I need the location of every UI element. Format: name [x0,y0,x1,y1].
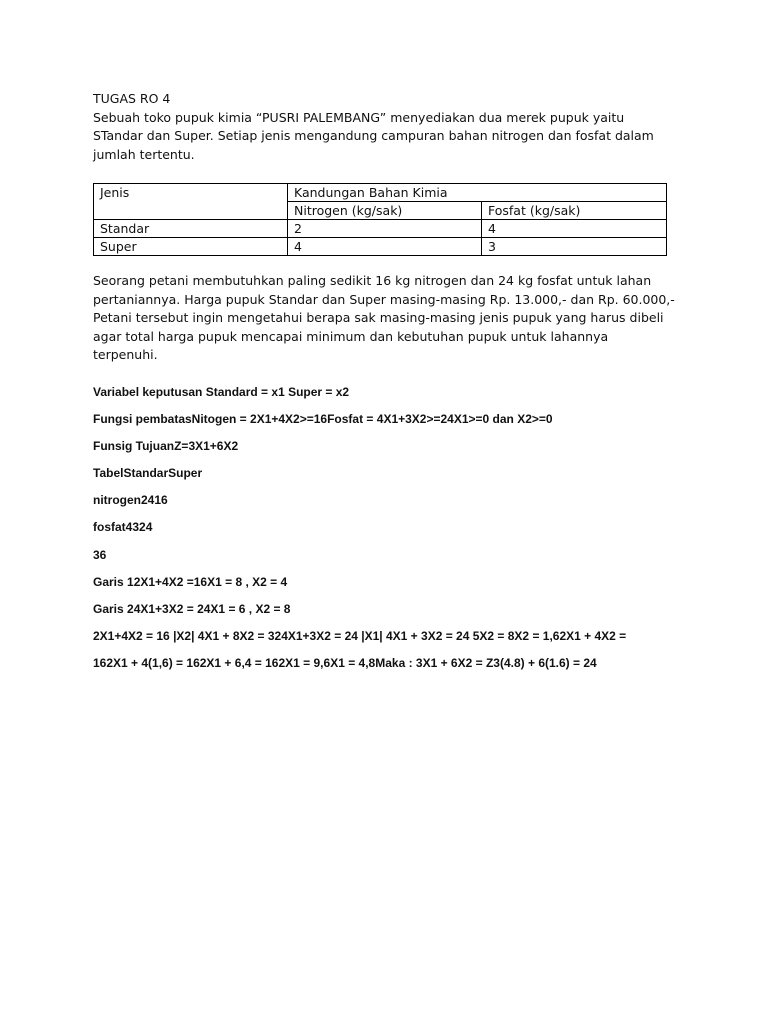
cell-nitrogen: 4 [288,238,482,256]
header-jenis: Jenis [94,184,288,220]
header-kandungan: Kandungan Bahan Kimia [288,184,667,202]
intro-line: Sebuah toko pupuk kimia “PUSRI PALEMBANG” menyediakan dua merek pupuk yaitu [93,109,625,125]
document-page [93,90,673,684]
solution-line: Fungsi pembatasNitogen = 2X1+4X2>=16Fosfat = 4X1+3X2>=24X1>=0 dan X2>=0 [93,411,553,426]
intro-line: STandar dan Super. Setiap jenis mengandung campuran bahan nitrogen dan fosfat dalam [93,128,654,143]
fertilizer-content-table [93,183,667,256]
solution-line: 36 [93,547,107,562]
solution-line: Garis 12X1+4X2 =16X1 = 8 , X2 = 4 [93,574,288,589]
solution-line: TabelStandarSuper [93,466,203,481]
problem-line: Seorang petani membutuhkan paling sedikit 16 kg nitrogen dan 24 kg fosfat untuk lahan [93,273,652,288]
problem-line: terpenuhi. [93,347,158,362]
problem-line: pertaniannya. Harga pupuk Standar dan Super masing-masing Rp. 13.000,- dan Rp. 60.000,- [93,291,675,307]
header-fosfat: Fosfat (kg/sak) [482,202,667,220]
cell-jenis: Super [94,238,288,256]
table-row [94,220,667,238]
table-row [94,238,667,256]
solution-line: 162X1 + 4(1,6) = 162X1 + 6,4 = 162X1 = 9,6X1 = 4,8Maka : 3X1 + 6X2 = Z3(4.8) + 6(1.6) = 24 [93,656,597,671]
intro-paragraph [93,109,673,165]
solution-line: Garis 24X1+3X2 = 24X1 = 6 , X2 = 8 [93,602,291,616]
solution-line: 2X1+4X2 = 16 |X2| 4X1 + 8X2 = 324X1+3X2 = 24 |X1| 4X1 + 3X2 = 24 5X2 = 8X2 = 1,62X1 + 4X2 = [93,629,627,644]
table-header-row [94,184,667,202]
document-title: TUGAS RO 4 [93,91,171,106]
solution-line: fosfat4324 [93,520,153,535]
header-nitrogen: Nitrogen (kg/sak) [288,202,482,220]
cell-nitrogen: 2 [288,220,482,238]
problem-line: agar total harga pupuk mencapai minimum dan kebutuhan pupuk untuk lahannya [93,328,609,344]
solution-line: Variabel keputusan Standard = x1 Super = x2 [93,384,350,399]
problem-paragraph [93,272,673,365]
solution-line: Funsig TujuanZ=3X1+6X2 [93,438,239,453]
solution-section [93,385,673,672]
intro-line: jumlah tertentu. [93,146,195,162]
cell-fosfat: 4 [482,220,667,238]
problem-line: Petani tersebut ingin mengetahui berapa sak masing-masing jenis pupuk yang harus dibeli [93,310,664,325]
solution-line: nitrogen2416 [93,493,168,508]
cell-jenis: Standar [94,220,288,238]
cell-fosfat: 3 [482,238,667,256]
